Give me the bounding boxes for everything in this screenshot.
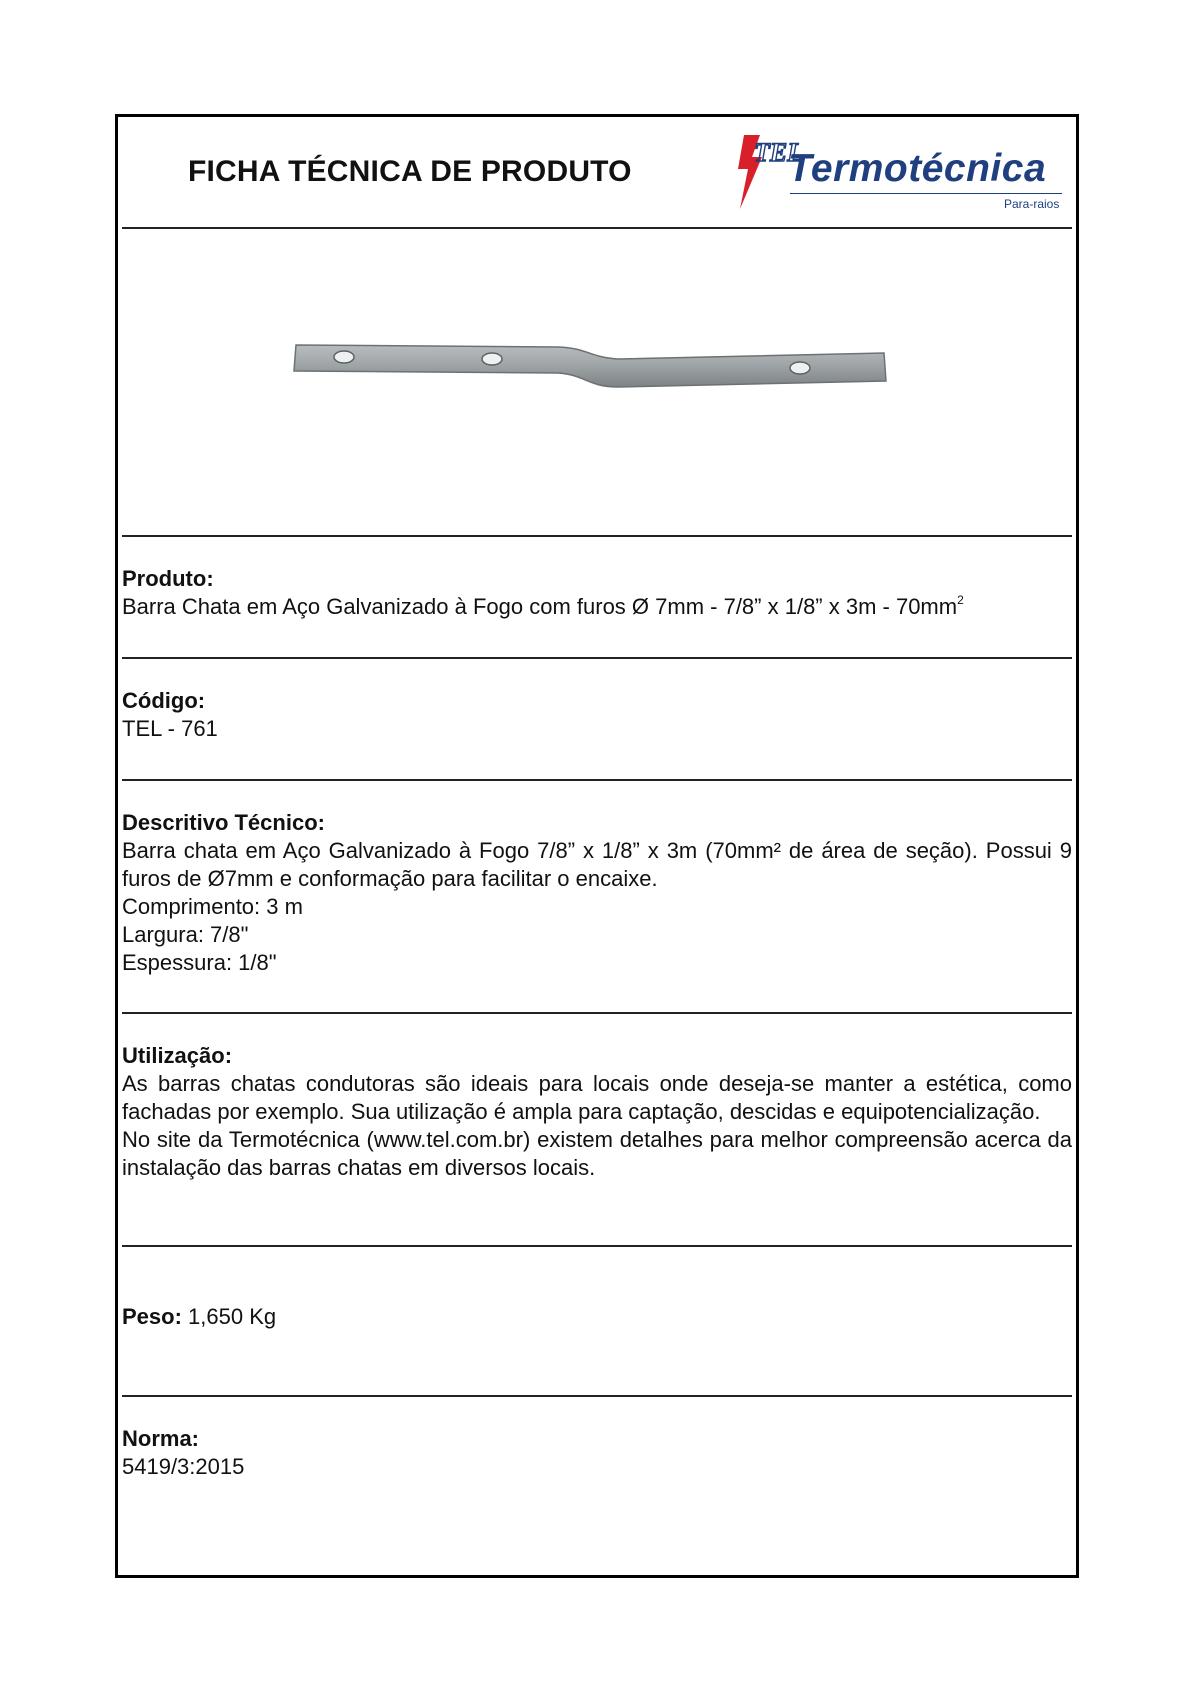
divider <box>122 1012 1072 1014</box>
logo-mark: TEL <box>754 138 804 167</box>
codigo-value: TEL - 761 <box>122 716 218 741</box>
peso-label: Peso: <box>122 1304 182 1329</box>
section-produto <box>122 565 1072 621</box>
peso-value: 1,650 Kg <box>188 1304 277 1329</box>
product-sheet <box>115 114 1079 1578</box>
descritivo-largura: Largura: 7/8" <box>122 922 249 947</box>
codigo-label: Código: <box>122 688 206 713</box>
norma-label: Norma: <box>122 1426 200 1451</box>
logo-text: Termotécnica <box>788 147 1047 190</box>
divider <box>122 1395 1072 1397</box>
descritivo-comprimento: Comprimento: 3 m <box>122 894 303 919</box>
divider <box>122 227 1072 229</box>
divider <box>122 1245 1072 1247</box>
company-logo <box>730 129 1066 215</box>
logo-subtext: Para-raios <box>1004 197 1060 211</box>
logo-underline <box>790 193 1062 194</box>
divider <box>122 779 1072 781</box>
section-descritivo <box>122 809 1072 977</box>
section-utilizacao <box>122 1042 1072 1182</box>
divider <box>122 657 1072 659</box>
produto-value: Barra Chata em Aço Galvanizado à Fogo com furos Ø 7mm - 7/8” x 1/8” x $3m - 70mm^2$ <box>122 593 964 619</box>
produto-label: Produto: <box>122 566 214 591</box>
product-photo <box>288 327 938 447</box>
section-norma <box>122 1425 1072 1481</box>
page-title: FICHA TÉCNICA DE PRODUTO <box>188 155 632 188</box>
norma-value: 5419/3:2015 <box>122 1454 245 1479</box>
produto-superscript: 2 <box>957 593 964 607</box>
divider <box>122 535 1072 537</box>
section-codigo <box>122 687 1072 743</box>
utilizacao-paragraph-1: As barras chatas condutoras são ideais para locais onde deseja-se manter a estética, como fachadas por exemplo. Sua utilização é ampla para captação, descidas e equipotencialização. <box>122 1071 1072 1124</box>
utilizacao-paragraph-2: No site da Termotécnica (www.tel.com.br) existem detalhes para melhor compreensão acerca da instalação das barras chatas em diversos locais. <box>122 1127 1072 1180</box>
lightning-bolt-icon <box>730 133 804 213</box>
descritivo-label: Descritivo Técnico: <box>122 810 325 835</box>
descritivo-espessura: Espessura: 1/8" <box>122 950 277 975</box>
utilizacao-label: Utilização: <box>122 1043 233 1068</box>
descritivo-paragraph: Barra chata em Aço Galvanizado à Fogo 7/8” x 1/8” x 3m (70mm² de área de seção). Possui 9 furos de Ø7mm e conformação para facilitar o encaixe. <box>122 838 1072 891</box>
section-peso <box>122 1303 1072 1331</box>
